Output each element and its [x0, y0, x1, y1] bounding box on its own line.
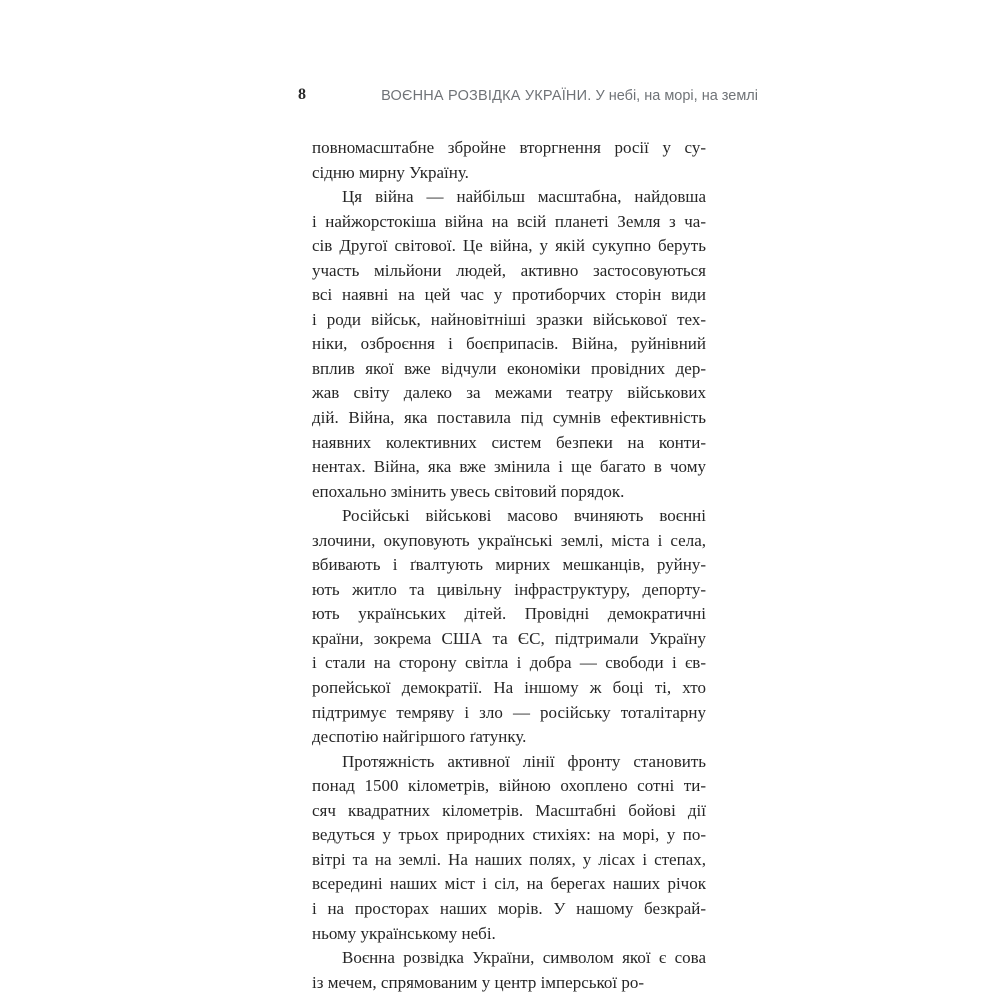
text-line: жав світу далеко за межами театру військових: [312, 383, 706, 403]
text-line: ють українських дітей. Провідні демократичні: [312, 604, 706, 624]
text-line: всі наявні на цей час у протиборчих сторін види: [312, 285, 706, 305]
text-line: наявних колективних систем безпеки на конти-: [312, 432, 706, 452]
text-line: всередині наших міст і сіл, на берегах наших річок: [312, 874, 706, 894]
text-line: Ця війна — найбільш масштабна, найдовша: [342, 187, 706, 207]
running-head-title: ВОЄННА РОЗВІДКА УКРАЇНИ.: [381, 88, 592, 104]
paragraph: [312, 750, 706, 946]
text-line: понад 1500 кілометрів, війною охоплено сотні ти-: [312, 776, 706, 796]
text-line: Протяжність активної лінії фронту становить: [342, 751, 706, 771]
paragraph: [312, 504, 706, 749]
text-line: ведуться у трьох природних стихіях: на морі, у по-: [312, 825, 706, 845]
text-line: і найжорстокіша війна на всій планеті Земля з ча-: [312, 211, 706, 231]
text-line: сів Другої світової. Це війна, у якій сукупно беруть: [312, 236, 706, 256]
body-text: [312, 136, 706, 995]
paragraph: [312, 136, 706, 185]
running-head: [381, 88, 758, 104]
page-number: 8: [298, 86, 306, 103]
text-line: ньому українському небі.: [312, 923, 496, 943]
paragraph: [312, 185, 706, 504]
text-line: ють житло та цивільну інфраструктуру, депорту-: [312, 579, 706, 599]
text-line: сідню мирну Україну.: [312, 162, 469, 182]
text-line: і роди військ, найновітніші зразки військової тех-: [312, 309, 706, 329]
text-line: дій. Війна, яка поставила під сумнів ефективність: [312, 408, 706, 428]
running-head-subtitle: У небі, на морі, на землі: [595, 88, 758, 104]
text-line: ропейської демократії. На іншому ж боці ті, хто: [312, 678, 706, 698]
text-line: підтримує темряву і зло — російську тоталітарну: [312, 702, 706, 722]
text-line: нентах. Війна, яка вже змінила і ще багато в чому: [312, 457, 706, 477]
text-line: злочини, окуповують українські землі, міста і села,: [312, 530, 706, 550]
text-line: сяч квадратних кілометрів. Масштабні бойові дії: [312, 800, 706, 820]
text-line: Воєнна розвідка України, символом якої є сова: [342, 948, 706, 968]
text-line: вплив якої вже відчули економіки провідних дер-: [312, 358, 706, 378]
text-line: епохально змінить увесь світовий порядок.: [312, 481, 625, 501]
text-line: участь мільйони людей, активно застосовуються: [312, 260, 706, 280]
text-line: і на просторах наших морів. У нашому безкрай-: [312, 898, 706, 918]
text-line: країни, зокрема США та ЄС, підтримали Україну: [312, 628, 706, 648]
text-line: вітрі та на землі. На наших полях, у лісах і степах,: [312, 849, 706, 869]
text-line: повномасштабне збройне вторгнення росії у су-: [312, 138, 706, 157]
text-line: ніки, озброєння і боєприпасів. Війна, руйнівний: [312, 334, 706, 354]
paragraph: [312, 946, 706, 995]
text-line: із мечем, спрямованим у центр імперської ро-: [312, 972, 645, 992]
text-line: Російські військові масово вчиняють воєнні: [342, 506, 706, 526]
text-line: вбивають і ґвалтують мирних мешканців, руйну-: [312, 555, 706, 575]
text-line: і стали на сторону світла і добра — свободи і єв-: [312, 653, 706, 673]
text-line: деспотію найгіршого ґатунку.: [312, 727, 527, 747]
page-header: [298, 86, 758, 110]
